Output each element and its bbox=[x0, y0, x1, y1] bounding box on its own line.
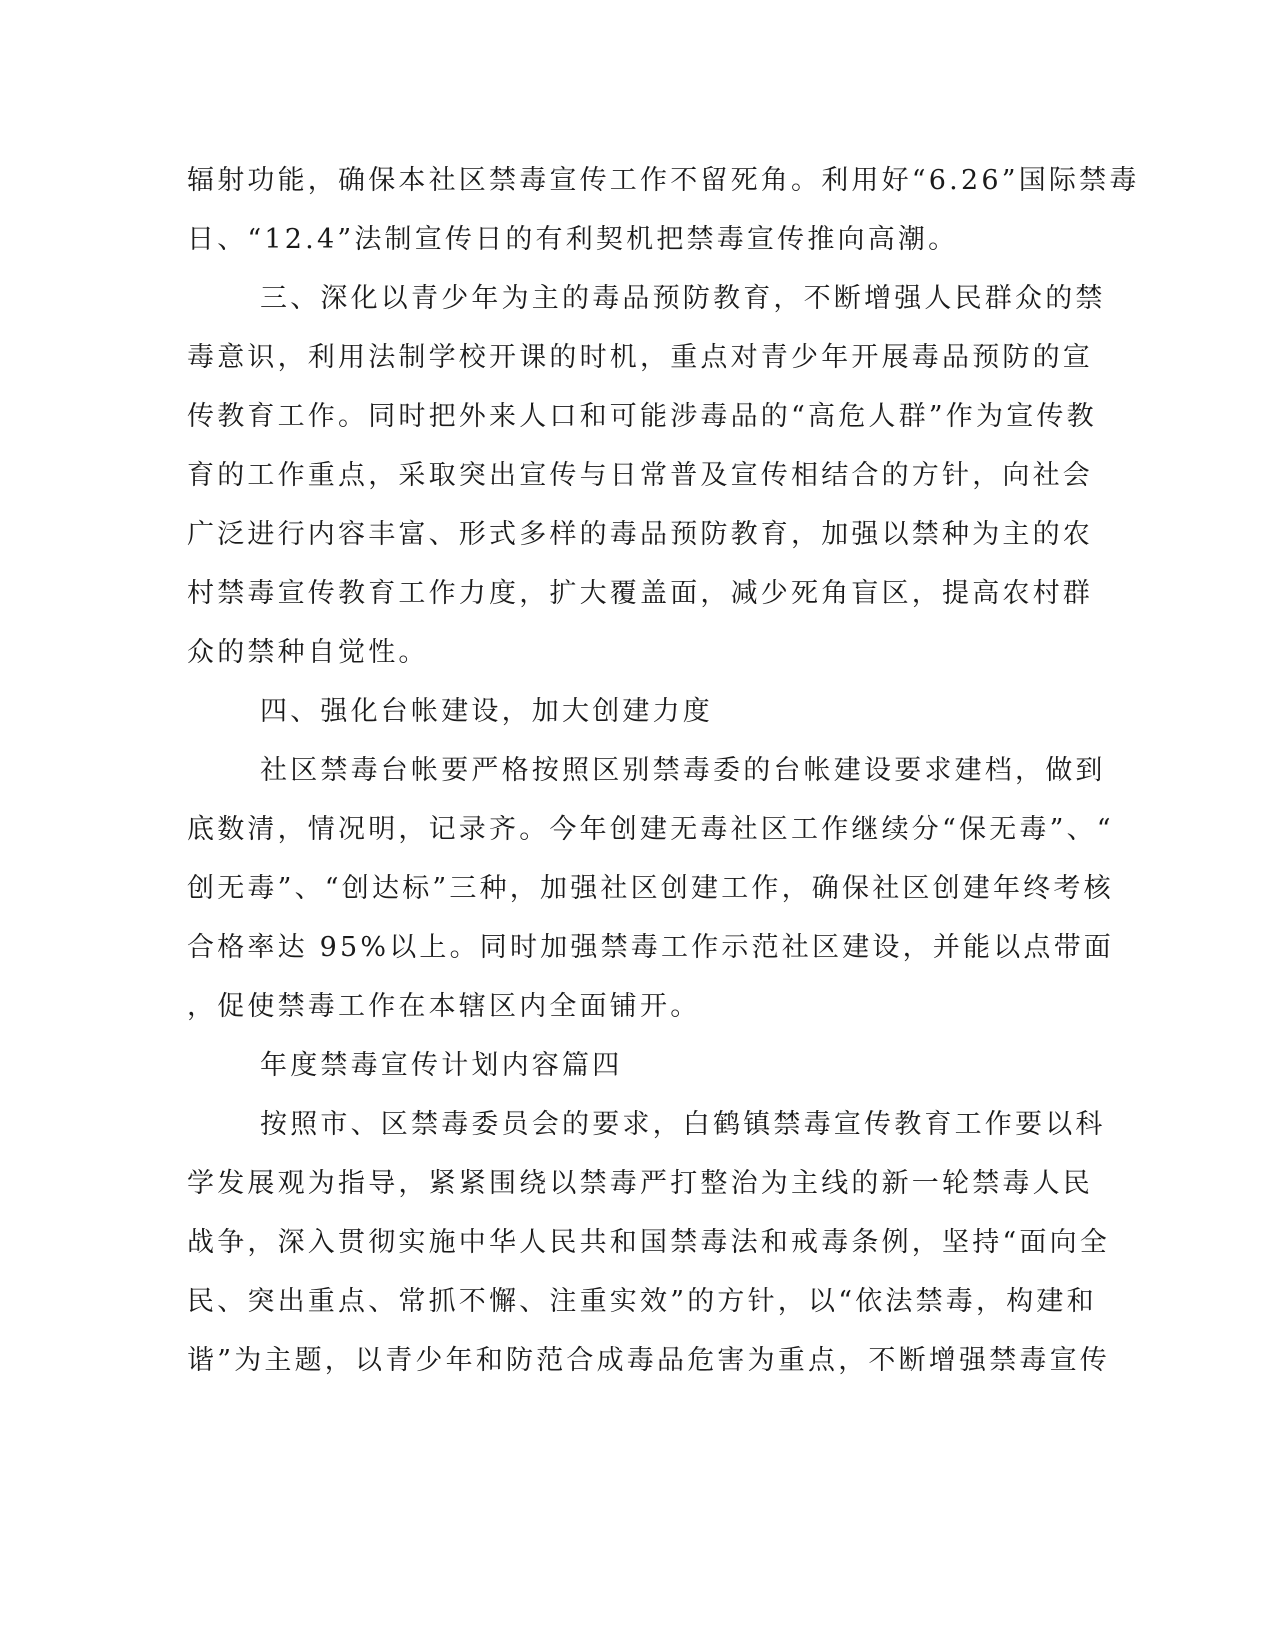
body-line-9: 众的禁种自觉性。 bbox=[187, 637, 429, 668]
part-four-title: 年度禁毒宣传计划内容篇四 bbox=[260, 1050, 623, 1081]
body-line-14: 合格率达 95%以上。同时加强禁毒工作示范社区建设，并能以点带面 bbox=[187, 932, 1114, 963]
body-line-2: 日、“12.4”法制宣传日的有利契机把禁毒宣传推向高潮。 bbox=[187, 224, 959, 255]
body-line-18: 学发展观为指导，紧紧围绕以禁毒严打整治为主线的新一轮禁毒人民 bbox=[187, 1168, 1093, 1199]
body-line-11: 社区禁毒台帐要严格按照区别禁毒委的台帐建设要求建档，做到 bbox=[260, 755, 1106, 786]
section-four-heading: 四、强化台帐建设，加大创建力度 bbox=[260, 696, 713, 727]
body-line-6: 育的工作重点，采取突出宣传与日常普及宣传相结合的方针，向社会 bbox=[187, 460, 1093, 491]
body-line-20: 民、突出重点、常抓不懈、注重实效”的方针，以“依法禁毒，构建和 bbox=[187, 1286, 1097, 1317]
body-line-19: 战争，深入贯彻实施中华人民共和国禁毒法和戒毒条例，坚持“面向全 bbox=[187, 1227, 1111, 1258]
section-three-heading-line: 三、深化以青少年为主的毒品预防教育，不断增强人民群众的禁 bbox=[260, 283, 1106, 314]
body-line-17: 按照市、区禁毒委员会的要求，白鹤镇禁毒宣传教育工作要以科 bbox=[260, 1109, 1106, 1140]
body-line-7: 广泛进行内容丰富、形式多样的毒品预防教育，加强以禁种为主的农 bbox=[187, 519, 1093, 550]
body-line-21: 谐”为主题，以青少年和防范合成毒品危害为重点，不断增强禁毒宣传 bbox=[187, 1345, 1111, 1376]
body-line-15: ，促使禁毒工作在本辖区内全面铺开。 bbox=[187, 991, 701, 1022]
body-line-12: 底数清，情况明，记录齐。今年创建无毒社区工作继续分“保无毒”、“ bbox=[187, 814, 1114, 845]
body-line-1: 辐射功能，确保本社区禁毒宣传工作不留死角。利用好“6.26”国际禁毒 bbox=[187, 165, 1140, 196]
body-line-4: 毒意识，利用法制学校开课的时机，重点对青少年开展毒品预防的宣 bbox=[187, 342, 1093, 373]
body-line-8: 村禁毒宣传教育工作力度，扩大覆盖面，减少死角盲区，提高农村群 bbox=[187, 578, 1093, 609]
body-line-5: 传教育工作。同时把外来人口和可能涉毒品的“高危人群”作为宣传教 bbox=[187, 401, 1097, 432]
body-line-13: 创无毒”、“创达标”三种，加强社区创建工作，确保社区创建年终考核 bbox=[187, 873, 1114, 904]
